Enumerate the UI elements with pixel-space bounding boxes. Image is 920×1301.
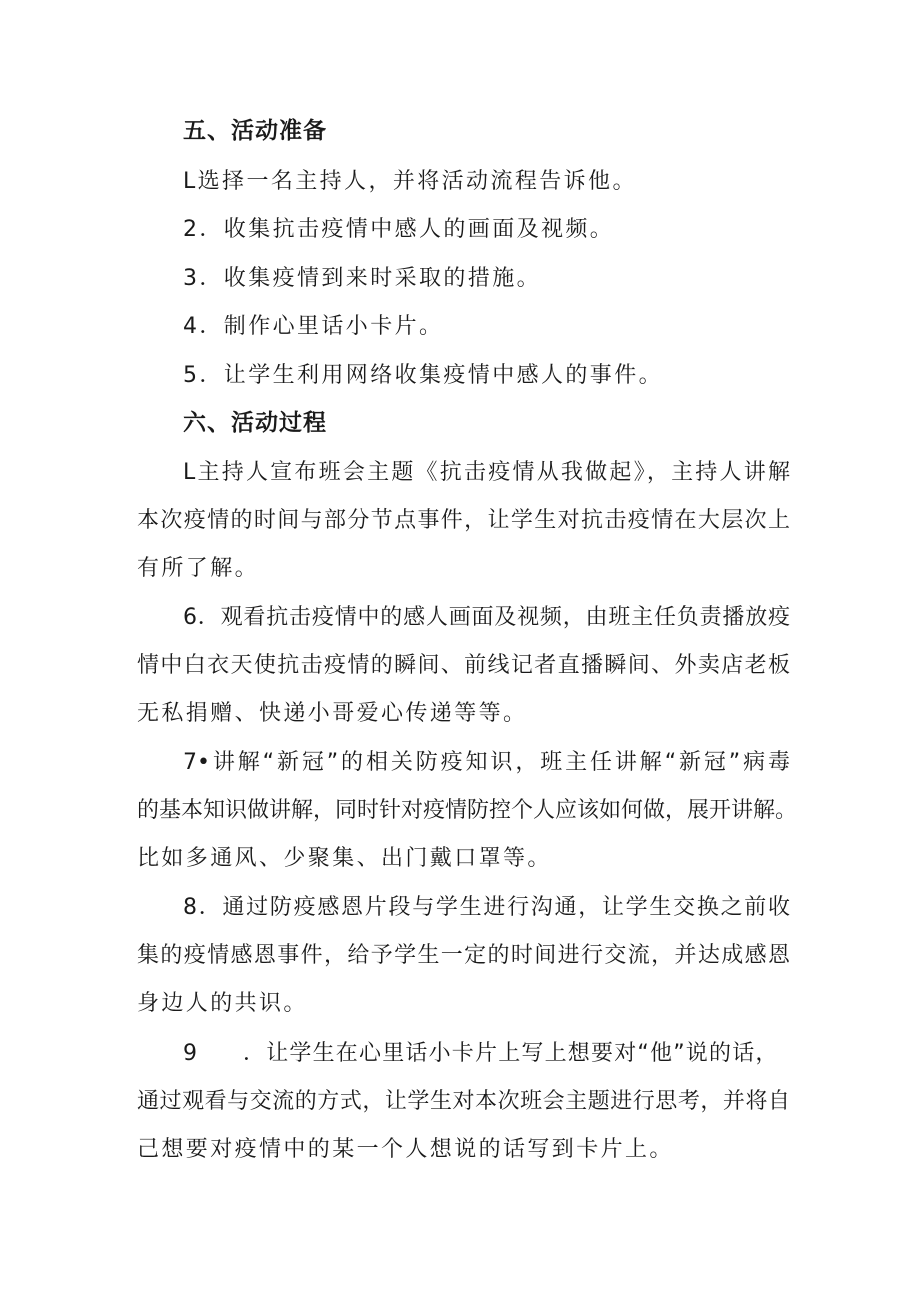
process-p1-line-2: 本次疫情的时间与部分节点事件，让学生对抗击疫情在大层次上 [137, 508, 790, 533]
p5-first-text: ．让学生在心里话小卡片上写上想要对“他”说的话， [243, 1041, 779, 1066]
process-p3-line-1: 7•讲解“新冠”的相关防疫知识，班主任讲解“新冠”病毒 [183, 750, 790, 775]
process-p5-line-2: 通过观看与交流的方式，让学生对本次班会主题进行思考，并将自 [137, 1089, 790, 1114]
process-p4-line-1: 8．通过防疫感恩片段与学生进行沟通，让学生交换之前收 [183, 895, 790, 920]
prep-item-5: 5．让学生利用网络收集疫情中感人的事件。 [183, 363, 663, 388]
prep-item-4: 4．制作心里话小卡片。 [183, 314, 444, 339]
prep-item-1: L选择一名主持人，并将活动流程告诉他。 [183, 169, 637, 194]
process-p3-line-3: 比如多通风、少聚集、出门戴口罩等。 [137, 846, 552, 871]
prep-item-2: 2．收集抗击疫情中感人的画面及视频。 [183, 217, 615, 242]
process-p1-line-1: L主持人宣布班会主题《抗击疫情从我做起》，主持人讲解 [183, 460, 790, 485]
process-p4-line-3: 身边人的共识。 [137, 991, 308, 1016]
section-heading-preparation: 五、活动准备 [183, 118, 327, 144]
process-p2-line-2: 情中白衣天使抗击疫情的瞬间、前线记者直播瞬间、外卖店老板 [137, 653, 790, 678]
section-heading-process: 六、活动过程 [183, 410, 327, 436]
prep-item-3: 3．收集疫情到来时采取的措施。 [183, 266, 541, 291]
process-p3-line-2: 的基本知识做讲解，同时针对疫情防控个人应该如何做，展开讲解。 [137, 798, 798, 823]
process-p5-line-3: 己想要对疫情中的某一个人想说的话写到卡片上。 [137, 1137, 674, 1162]
process-p5-line-1 [183, 1034, 793, 1074]
p5-number: 9 [183, 1041, 200, 1066]
process-p1-line-3: 有所了解。 [137, 556, 260, 581]
process-p4-line-2: 集的疫情感恩事件，给予学生一定的时间进行交流，并达成感恩 [137, 943, 790, 968]
process-p2-line-1: 6．观看抗击疫情中的感人画面及视频，由班主任负责播放疫 [183, 605, 790, 630]
process-p2-line-3: 无私捐赠、快递小哥爱心传递等等。 [137, 701, 528, 726]
